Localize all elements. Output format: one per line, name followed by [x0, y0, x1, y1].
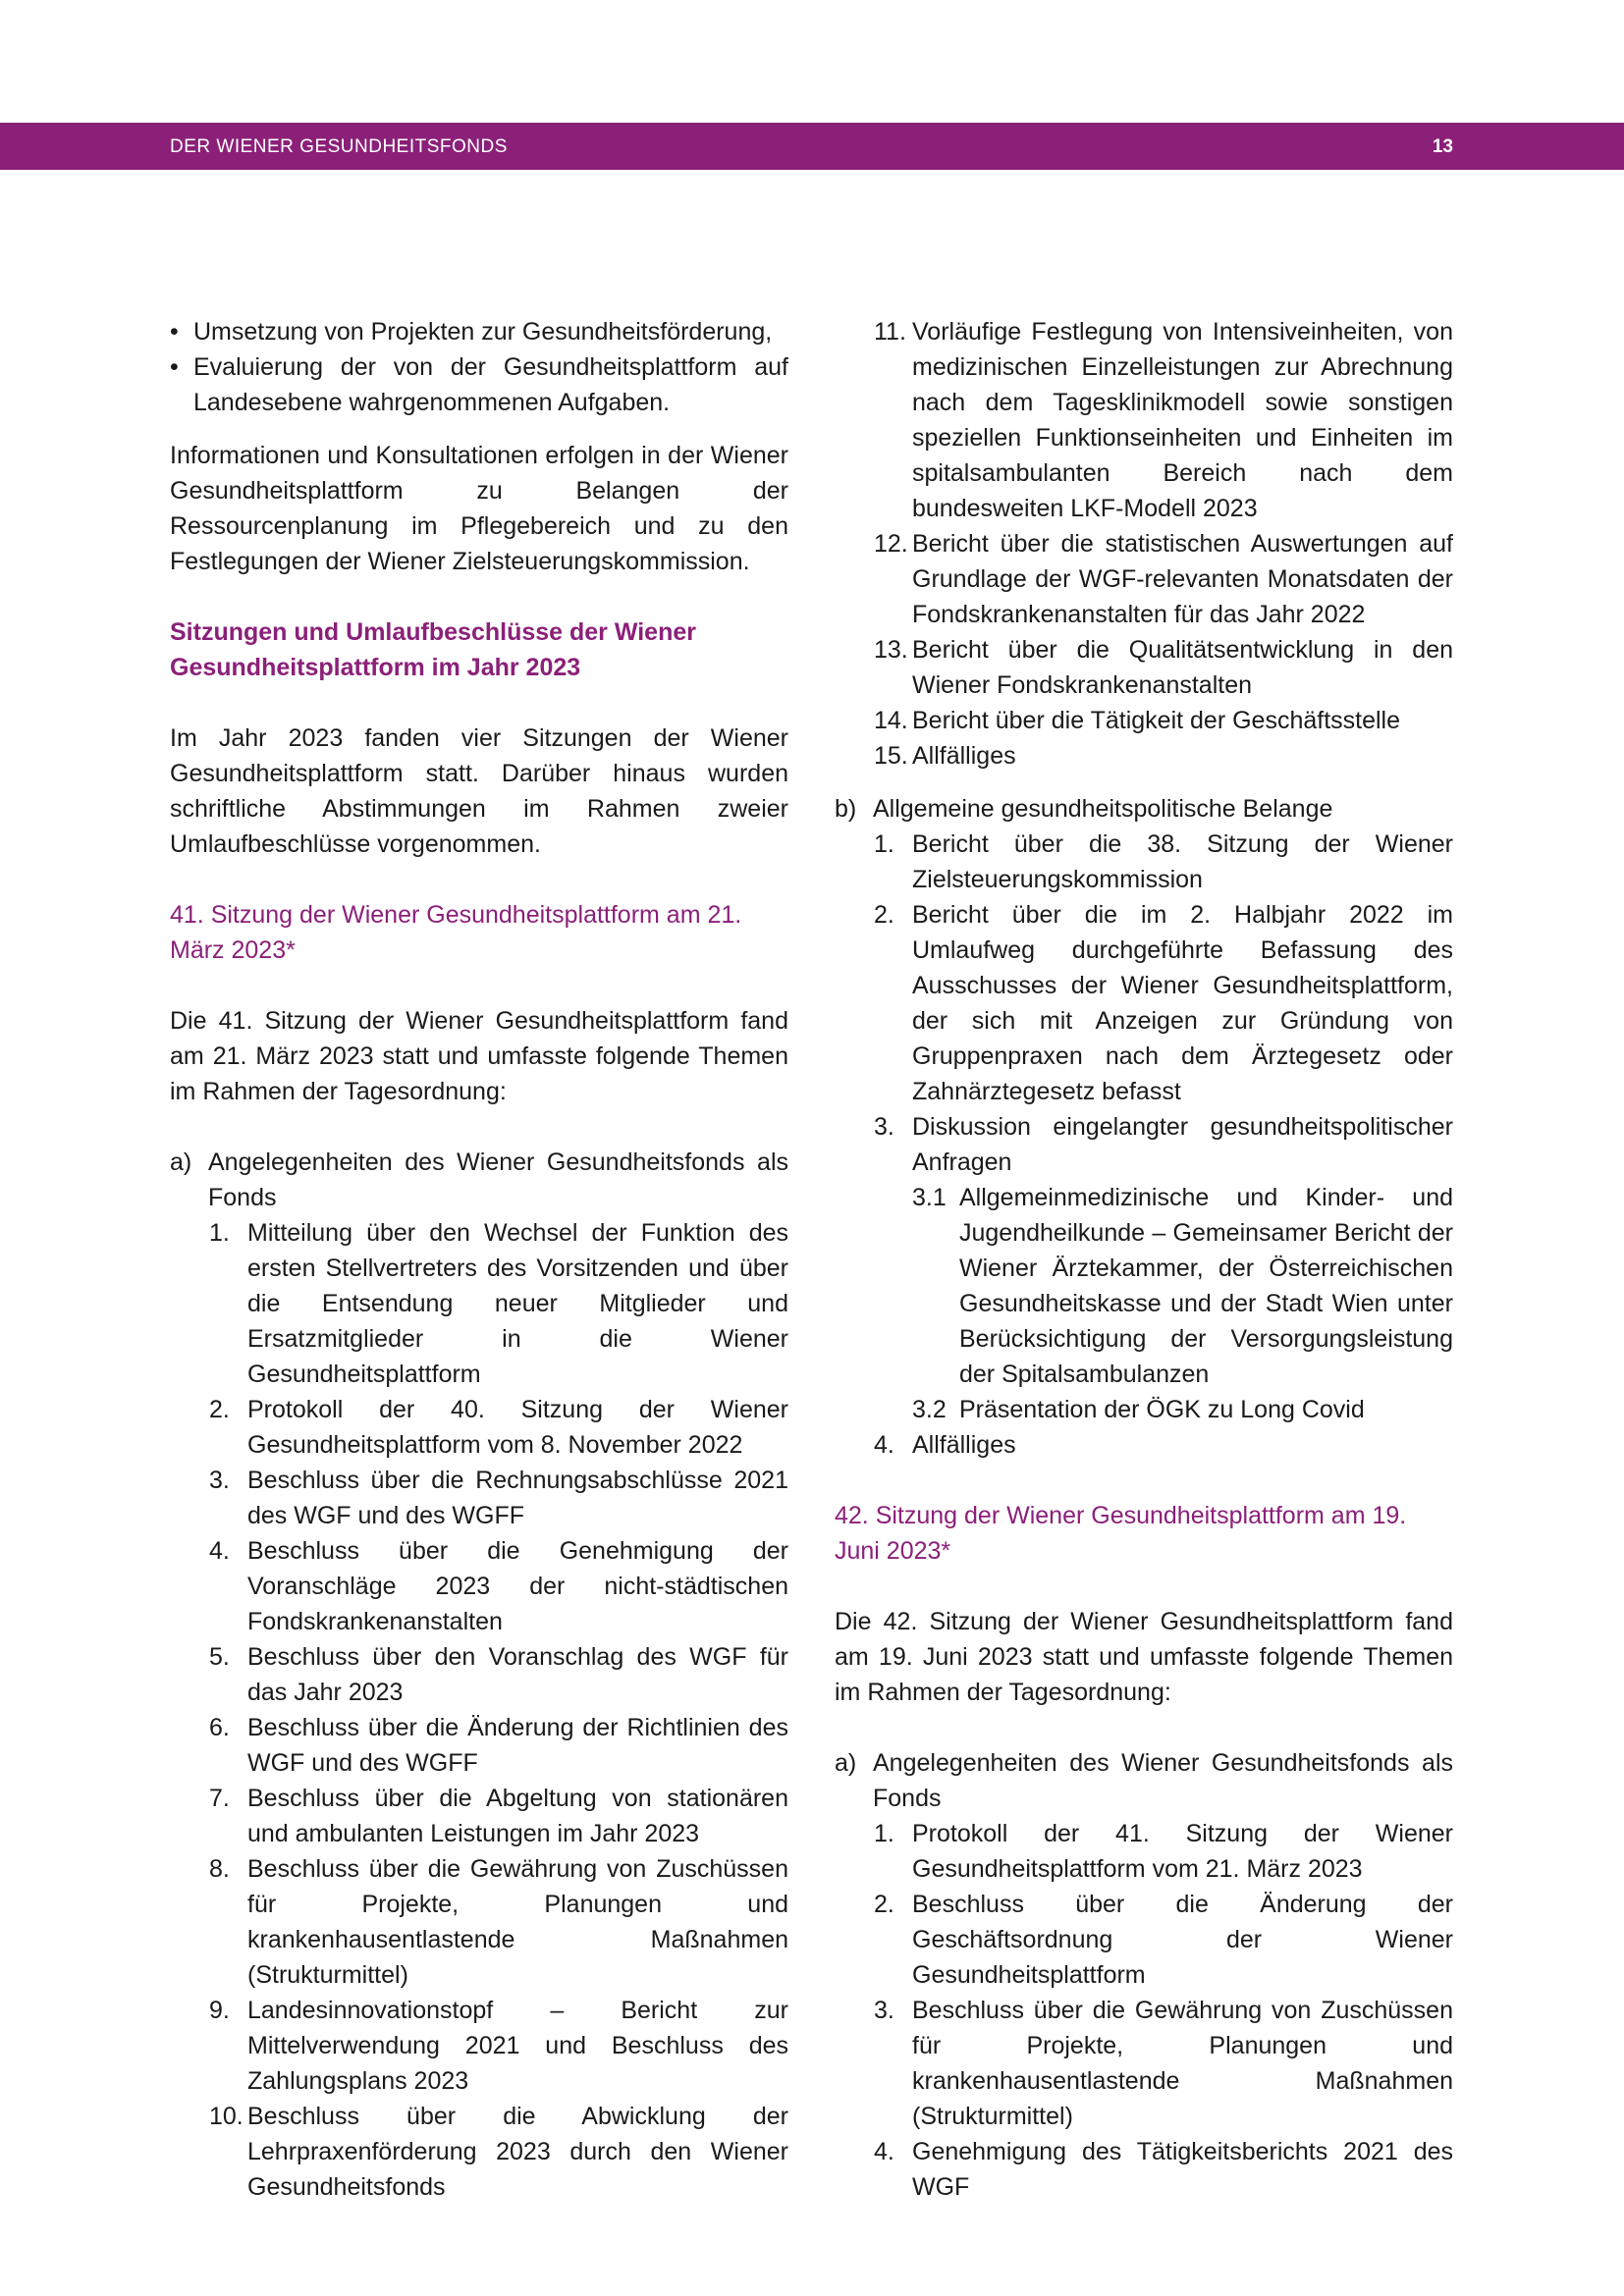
session-41-paragraph: Die 41. Sitzung der Wiener Gesundheitsplattform fand am 21. März 2023 statt und umfasste folgende Themen im Rahmen der Tagesordnung:	[170, 1007, 788, 1105]
item-number: 6.	[209, 1714, 230, 1741]
item-text: Beschluss über die Abwicklung der Lehrpraxenförderung 2023 durch den Wiener Gesundheitsfonds	[247, 2103, 788, 2201]
item-number: 11.	[874, 318, 906, 346]
item-number: 12.	[874, 530, 908, 558]
right-column	[835, 314, 1453, 2205]
session-42-paragraph: Die 42. Sitzung der Wiener Gesundheitsplattform fand am 19. Juni 2023 statt und umfasste folgende Themen im Rahmen der Tagesordnung:	[835, 1608, 1453, 1706]
item-number: 13.	[874, 636, 908, 664]
list-item	[835, 1993, 1453, 2134]
list-item	[835, 897, 1453, 1109]
item-number: 7.	[209, 1785, 230, 1812]
bullet-text: Evaluierung der von der Gesundheitsplattform auf Landesebene wahrgenommenen Aufgaben.	[193, 353, 788, 416]
item-number: 4.	[874, 2138, 894, 2165]
list-a	[170, 1145, 788, 1215]
list-b	[835, 791, 1453, 827]
item-number: 1.	[874, 1820, 894, 1847]
list-item	[835, 1887, 1453, 1993]
item-number: 3.	[209, 1467, 230, 1494]
item-number: 3.1	[912, 1184, 947, 1211]
list-item	[170, 2099, 788, 2205]
item-number: 1.	[874, 830, 894, 858]
session-41-items	[170, 1215, 788, 2205]
item-text: Protokoll der 41. Sitzung der Wiener Gesundheitsplattform vom 21. März 2023	[912, 1820, 1453, 1883]
list-item	[835, 2134, 1453, 2205]
list-item	[835, 314, 1453, 526]
item-text: Allgemeinmedizinische und Kinder- und Jugendheilkunde – Gemeinsamer Bericht der Wiener Ärztekammer, der Österreichischen Gesundheitskasse und der Stadt Wien unter Berücksichtigung der Versorgungsleistung der Spitalsambulanzen	[959, 1184, 1453, 1388]
list-item	[170, 1463, 788, 1533]
list-item	[170, 1392, 788, 1463]
item-text: Landesinnovationstopf – Bericht zur Mittelverwendung 2021 und Beschluss des Zahlungsplans 2023	[247, 1997, 788, 2095]
item-text: Beschluss über die Gewährung von Zuschüssen für Projekte, Planungen und krankenhausentlastende Maßnahmen (Strukturmittel)	[912, 1997, 1453, 2130]
session-42-title: 42. Sitzung der Wiener Gesundheitsplattform am 19. Juni 2023*	[835, 1502, 1407, 1565]
item-number: 4.	[209, 1537, 230, 1565]
list-item	[170, 1710, 788, 1781]
item-text: Beschluss über die Gewährung von Zuschüssen für Projekte, Planungen und krankenhausentlastende Maßnahmen (Strukturmittel)	[247, 1855, 788, 1989]
list-item	[170, 1639, 788, 1710]
session-41-items-continued	[835, 314, 1453, 774]
session-41-title: 41. Sitzung der Wiener Gesundheitsplattform am 21. März 2023*	[170, 901, 742, 964]
list-label: Angelegenheiten des Wiener Gesundheitsfonds als Fonds	[208, 1148, 788, 1211]
list-item	[835, 526, 1453, 632]
session-42-items	[835, 1816, 1453, 2205]
list-item	[170, 1851, 788, 1993]
list-item	[835, 738, 1453, 774]
item-text: Beschluss über die Genehmigung der Voranschläge 2023 der nicht-städtischen Fondskrankenanstalten	[247, 1537, 788, 1635]
item-text: Bericht über die 38. Sitzung der Wiener Zielsteuerungskommission	[912, 830, 1453, 893]
list-item	[835, 1392, 1453, 1427]
item-number: 2.	[874, 901, 894, 929]
bullet-item	[170, 314, 788, 349]
item-number: 4.	[874, 1431, 894, 1459]
item-text: Genehmigung des Tätigkeitsberichts 2021 des WGF	[912, 2138, 1453, 2201]
header-title: DER WIENER GESUNDHEITSFONDS	[170, 136, 508, 157]
item-number: 1.	[209, 1219, 230, 1247]
list-label: Angelegenheiten des Wiener Gesundheitsfonds als Fonds	[873, 1749, 1453, 1812]
bullet-text: Umsetzung von Projekten zur Gesundheitsförderung,	[193, 318, 773, 346]
list-item	[835, 1427, 1453, 1463]
item-text: Vorläufige Festlegung von Intensiveinheiten, von medizinischen Einzelleistungen zur Abrechnung nach dem Tagesklinikmodell sowie sonstigen speziellen Funktionseinheiten und Einheiten im spitalsambulanten Bereich nach dem bundesweiten LKF-Modell 2023	[912, 318, 1453, 522]
page-number: 13	[1432, 136, 1453, 157]
list-label: Allgemeine gesundheitspolitische Belange	[873, 795, 1333, 823]
item-text: Mitteilung über den Wechsel der Funktion des ersten Stellvertreters des Vorsitzenden und über die Entsendung neuer Mitglieder und Ersatzmitglieder in die Wiener Gesundheitsplattform	[247, 1219, 788, 1388]
list-marker: a)	[835, 1749, 857, 1777]
list-item	[170, 1533, 788, 1639]
item-text: Beschluss über die Änderung der Richtlinien des WGF und des WGFF	[247, 1714, 788, 1777]
list-a	[835, 1745, 1453, 1816]
intro-paragraph: Informationen und Konsultationen erfolgen in der Wiener Gesundheitsplattform zu Belangen der Ressourcenplanung im Pflegebereich und zu den Festlegungen der Wiener Zielsteuerungskommission.	[170, 442, 788, 575]
item-text: Bericht über die Qualitätsentwicklung in den Wiener Fondskrankenanstalten	[912, 636, 1453, 699]
list-item	[170, 1781, 788, 1851]
list-item	[835, 632, 1453, 703]
item-text: Protokoll der 40. Sitzung der Wiener Gesundheitsplattform vom 8. November 2022	[247, 1396, 788, 1459]
list-item	[835, 827, 1453, 897]
item-text: Präsentation der ÖGK zu Long Covid	[959, 1396, 1365, 1423]
item-number: 2.	[209, 1396, 230, 1423]
list-item	[835, 1109, 1453, 1180]
bullet-item	[170, 349, 788, 420]
left-column	[170, 314, 788, 2205]
item-text: Bericht über die Tätigkeit der Geschäftsstelle	[912, 707, 1401, 734]
item-number: 10.	[209, 2103, 244, 2130]
item-number: 2.	[874, 1891, 894, 1918]
item-text: Beschluss über die Änderung der Geschäftsordnung der Wiener Gesundheitsplattform	[912, 1891, 1453, 1989]
list-item	[170, 1215, 788, 1392]
item-text: Diskussion eingelangter gesundheitspolitischer Anfragen	[912, 1113, 1453, 1176]
list-item	[835, 1816, 1453, 1887]
item-number: 15.	[874, 742, 908, 770]
item-number: 14.	[874, 707, 908, 734]
item-number: 3.2	[912, 1396, 947, 1423]
section-heading: Sitzungen und Umlaufbeschlüsse der Wiener Gesundheitsplattform im Jahr 2023	[170, 618, 696, 681]
bullet-icon: •	[170, 353, 179, 381]
item-number: 8.	[209, 1855, 230, 1883]
item-text: Beschluss über den Voranschlag des WGF für das Jahr 2023	[247, 1643, 788, 1706]
item-text: Allfälliges	[912, 742, 1016, 770]
item-text: Bericht über die statistischen Auswertungen auf Grundlage der WGF-relevanten Monatsdaten der Fondskrankenanstalten für das Jahr 2022	[912, 530, 1453, 628]
list-marker: b)	[835, 795, 857, 823]
list-item	[835, 703, 1453, 738]
running-header	[0, 123, 1624, 170]
item-number: 3.	[874, 1113, 894, 1141]
list-item	[170, 1993, 788, 2099]
paragraph: Im Jahr 2023 fanden vier Sitzungen der Wiener Gesundheitsplattform statt. Darüber hinaus wurden schriftliche Abstimmungen im Rahmen zweier Umlaufbeschlüsse vorgenommen.	[170, 724, 788, 858]
item-text: Beschluss über die Rechnungsabschlüsse 2021 des WGF und des WGFF	[247, 1467, 788, 1529]
item-number: 5.	[209, 1643, 230, 1671]
list-b-items	[835, 827, 1453, 1463]
item-number: 9.	[209, 1997, 230, 2024]
bullet-icon: •	[170, 318, 179, 346]
item-number: 3.	[874, 1997, 894, 2024]
item-text: Allfälliges	[912, 1431, 1016, 1459]
list-marker: a)	[170, 1148, 192, 1176]
item-text: Beschluss über die Abgeltung von stationären und ambulanten Leistungen im Jahr 2023	[247, 1785, 788, 1847]
item-text: Bericht über die im 2. Halbjahr 2022 im Umlaufweg durchgeführte Befassung des Ausschusses der Wiener Gesundheitsplattform, der sich mit Anzeigen zur Gründung von Gruppenpraxen nach dem Ärztegesetz oder Zahnärztegesetz befasst	[912, 901, 1453, 1105]
list-item	[835, 1180, 1453, 1392]
